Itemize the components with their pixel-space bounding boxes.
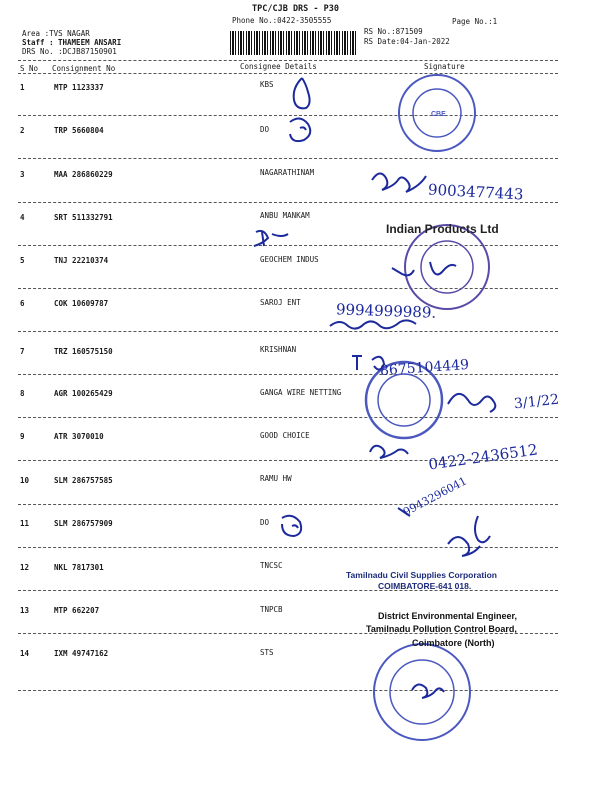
row-consignment: SLM 286757909: [54, 519, 113, 528]
row-consignee: STS: [260, 648, 274, 657]
row-consignment: NKL 7817301: [54, 563, 104, 572]
row-consignee: TNPCB: [260, 605, 283, 614]
handwritten-phone-row3: 9003477443: [427, 180, 524, 204]
divider: [18, 590, 558, 591]
row-consignment: MTP 662207: [54, 606, 100, 615]
row-consignee: DO: [260, 518, 270, 527]
staff-name: THAMEEM ANSARI: [58, 38, 122, 47]
row-consignment: SLM 286757585: [54, 476, 113, 485]
civil-supplies-stamp-line2: COIMBATORE-641 018.: [378, 581, 472, 591]
row-consignment: SRT 511332791: [54, 213, 113, 222]
row-consignment: MTP 1123337: [54, 83, 104, 92]
tnpcb-stamp-line1: District Environmental Engineer,: [378, 611, 518, 621]
signature-row8: [448, 394, 495, 412]
rs-date: RS Date:04-Jan-2022: [364, 37, 450, 46]
row-consignee: GOOD CHOICE: [260, 431, 310, 440]
svg-text:CBE: CBE: [431, 111, 446, 118]
col-header-consignment: Consignment No: [52, 64, 116, 73]
row-consignee: DO: [260, 125, 270, 134]
staff-label: Staff :: [22, 38, 54, 47]
divider: [18, 547, 558, 548]
signature-row4: [254, 231, 288, 246]
row-consignment: AGR 100265429: [54, 389, 113, 398]
divider: [18, 374, 558, 375]
row-sno: 2: [20, 126, 25, 135]
kbs-autos-stamp: [399, 75, 475, 151]
row-consignee: NAGARATHINAM: [260, 168, 315, 177]
divider: [18, 202, 558, 203]
row-sno: 3: [20, 170, 25, 179]
indian-products-stamp: Indian Products Ltd: [386, 222, 499, 236]
row-consignee: KBS: [260, 80, 274, 89]
row-sno: 9: [20, 432, 25, 441]
rs-number: RS No.:871509: [364, 27, 423, 36]
row-sno: 8: [20, 389, 25, 398]
area-label: Area :TVS NAGAR: [22, 29, 90, 38]
row-consignee: GANGA WIRE NETTING: [260, 388, 342, 397]
report-title: TPC/CJB DRS - P30: [252, 4, 339, 14]
col-header-signature: Signature: [424, 62, 465, 71]
civil-supplies-stamp-line1: Tamilnadu Civil Supplies Corporation: [346, 570, 497, 580]
divider: [18, 60, 558, 61]
row-consignee: GEOCHEM INDUS: [260, 255, 319, 264]
handwritten-phone-row6: 9994999989.: [335, 300, 437, 322]
row-consignee: RAMU HW: [260, 474, 292, 483]
row-sno: 14: [20, 649, 30, 658]
row-consignment: COK 10609787: [54, 299, 109, 308]
row-consignee: TNCSC: [260, 561, 283, 570]
signature-row3: [372, 173, 426, 192]
row-sno: 10: [20, 476, 30, 485]
col-header-consignee: Consignee Details: [240, 62, 317, 71]
divider: [18, 504, 558, 505]
signature-row14: [412, 684, 444, 698]
signature-row9: [370, 446, 408, 458]
handwritten-phone-row10: 9943296041: [401, 474, 469, 519]
tnpcb-stamp-line2: Tamilnadu Pollution Control Board,: [366, 624, 517, 634]
page-number: Page No.:1: [452, 17, 498, 26]
divider: [18, 331, 558, 332]
divider: [18, 158, 558, 159]
row-sno: 5: [20, 256, 25, 265]
drs-number: DRS No. :DCJB87150901: [22, 47, 117, 56]
signature-row2: [290, 118, 310, 141]
phone-number: Phone No.:0422-3505555: [232, 16, 332, 25]
row-consignment: MAA 286860229: [54, 170, 113, 179]
tnpcb-stamp-line3: Coimbatore (North): [412, 638, 495, 648]
row-consignment: ATR 3070010: [54, 432, 104, 441]
row-sno: 1: [20, 83, 25, 92]
row-sno: 7: [20, 347, 25, 356]
handwritten-date-row8: 3/1/22: [513, 391, 560, 413]
divider: [18, 73, 558, 74]
row-sno: 6: [20, 299, 25, 308]
row-sno: 13: [20, 606, 30, 615]
row-consignee: SAROJ ENT: [260, 298, 301, 307]
row-sno: 11: [20, 519, 30, 528]
row-consignment: IXM 49747162: [54, 649, 109, 658]
divider: [18, 417, 558, 418]
row-consignee: ANBU MANKAM: [260, 211, 310, 220]
geochem-stamp: [405, 225, 489, 309]
signature-row6: [330, 320, 416, 328]
col-header-sno: S No: [20, 64, 39, 73]
divider: [18, 115, 558, 116]
signature-row11: [282, 516, 301, 536]
testing-services-stamp: [374, 644, 470, 740]
handwritten-phone-row9: 0422-2436512: [427, 440, 539, 474]
divider: [18, 690, 558, 691]
row-consignment: TNJ 22210374: [54, 256, 109, 265]
divider: [18, 288, 558, 289]
divider: [18, 245, 558, 246]
barcode: [230, 31, 358, 55]
row-sno: 4: [20, 213, 25, 222]
row-consignment: TRP 5660804: [54, 126, 104, 135]
signature-row5: [392, 262, 456, 275]
handwritten-phone-row7: 8675104449: [379, 356, 470, 380]
row-sno: 12: [20, 563, 30, 572]
signature-row1: [294, 78, 310, 108]
row-consignment: TRZ 160575150: [54, 347, 113, 356]
row-consignee: KRISHNAN: [260, 345, 297, 354]
